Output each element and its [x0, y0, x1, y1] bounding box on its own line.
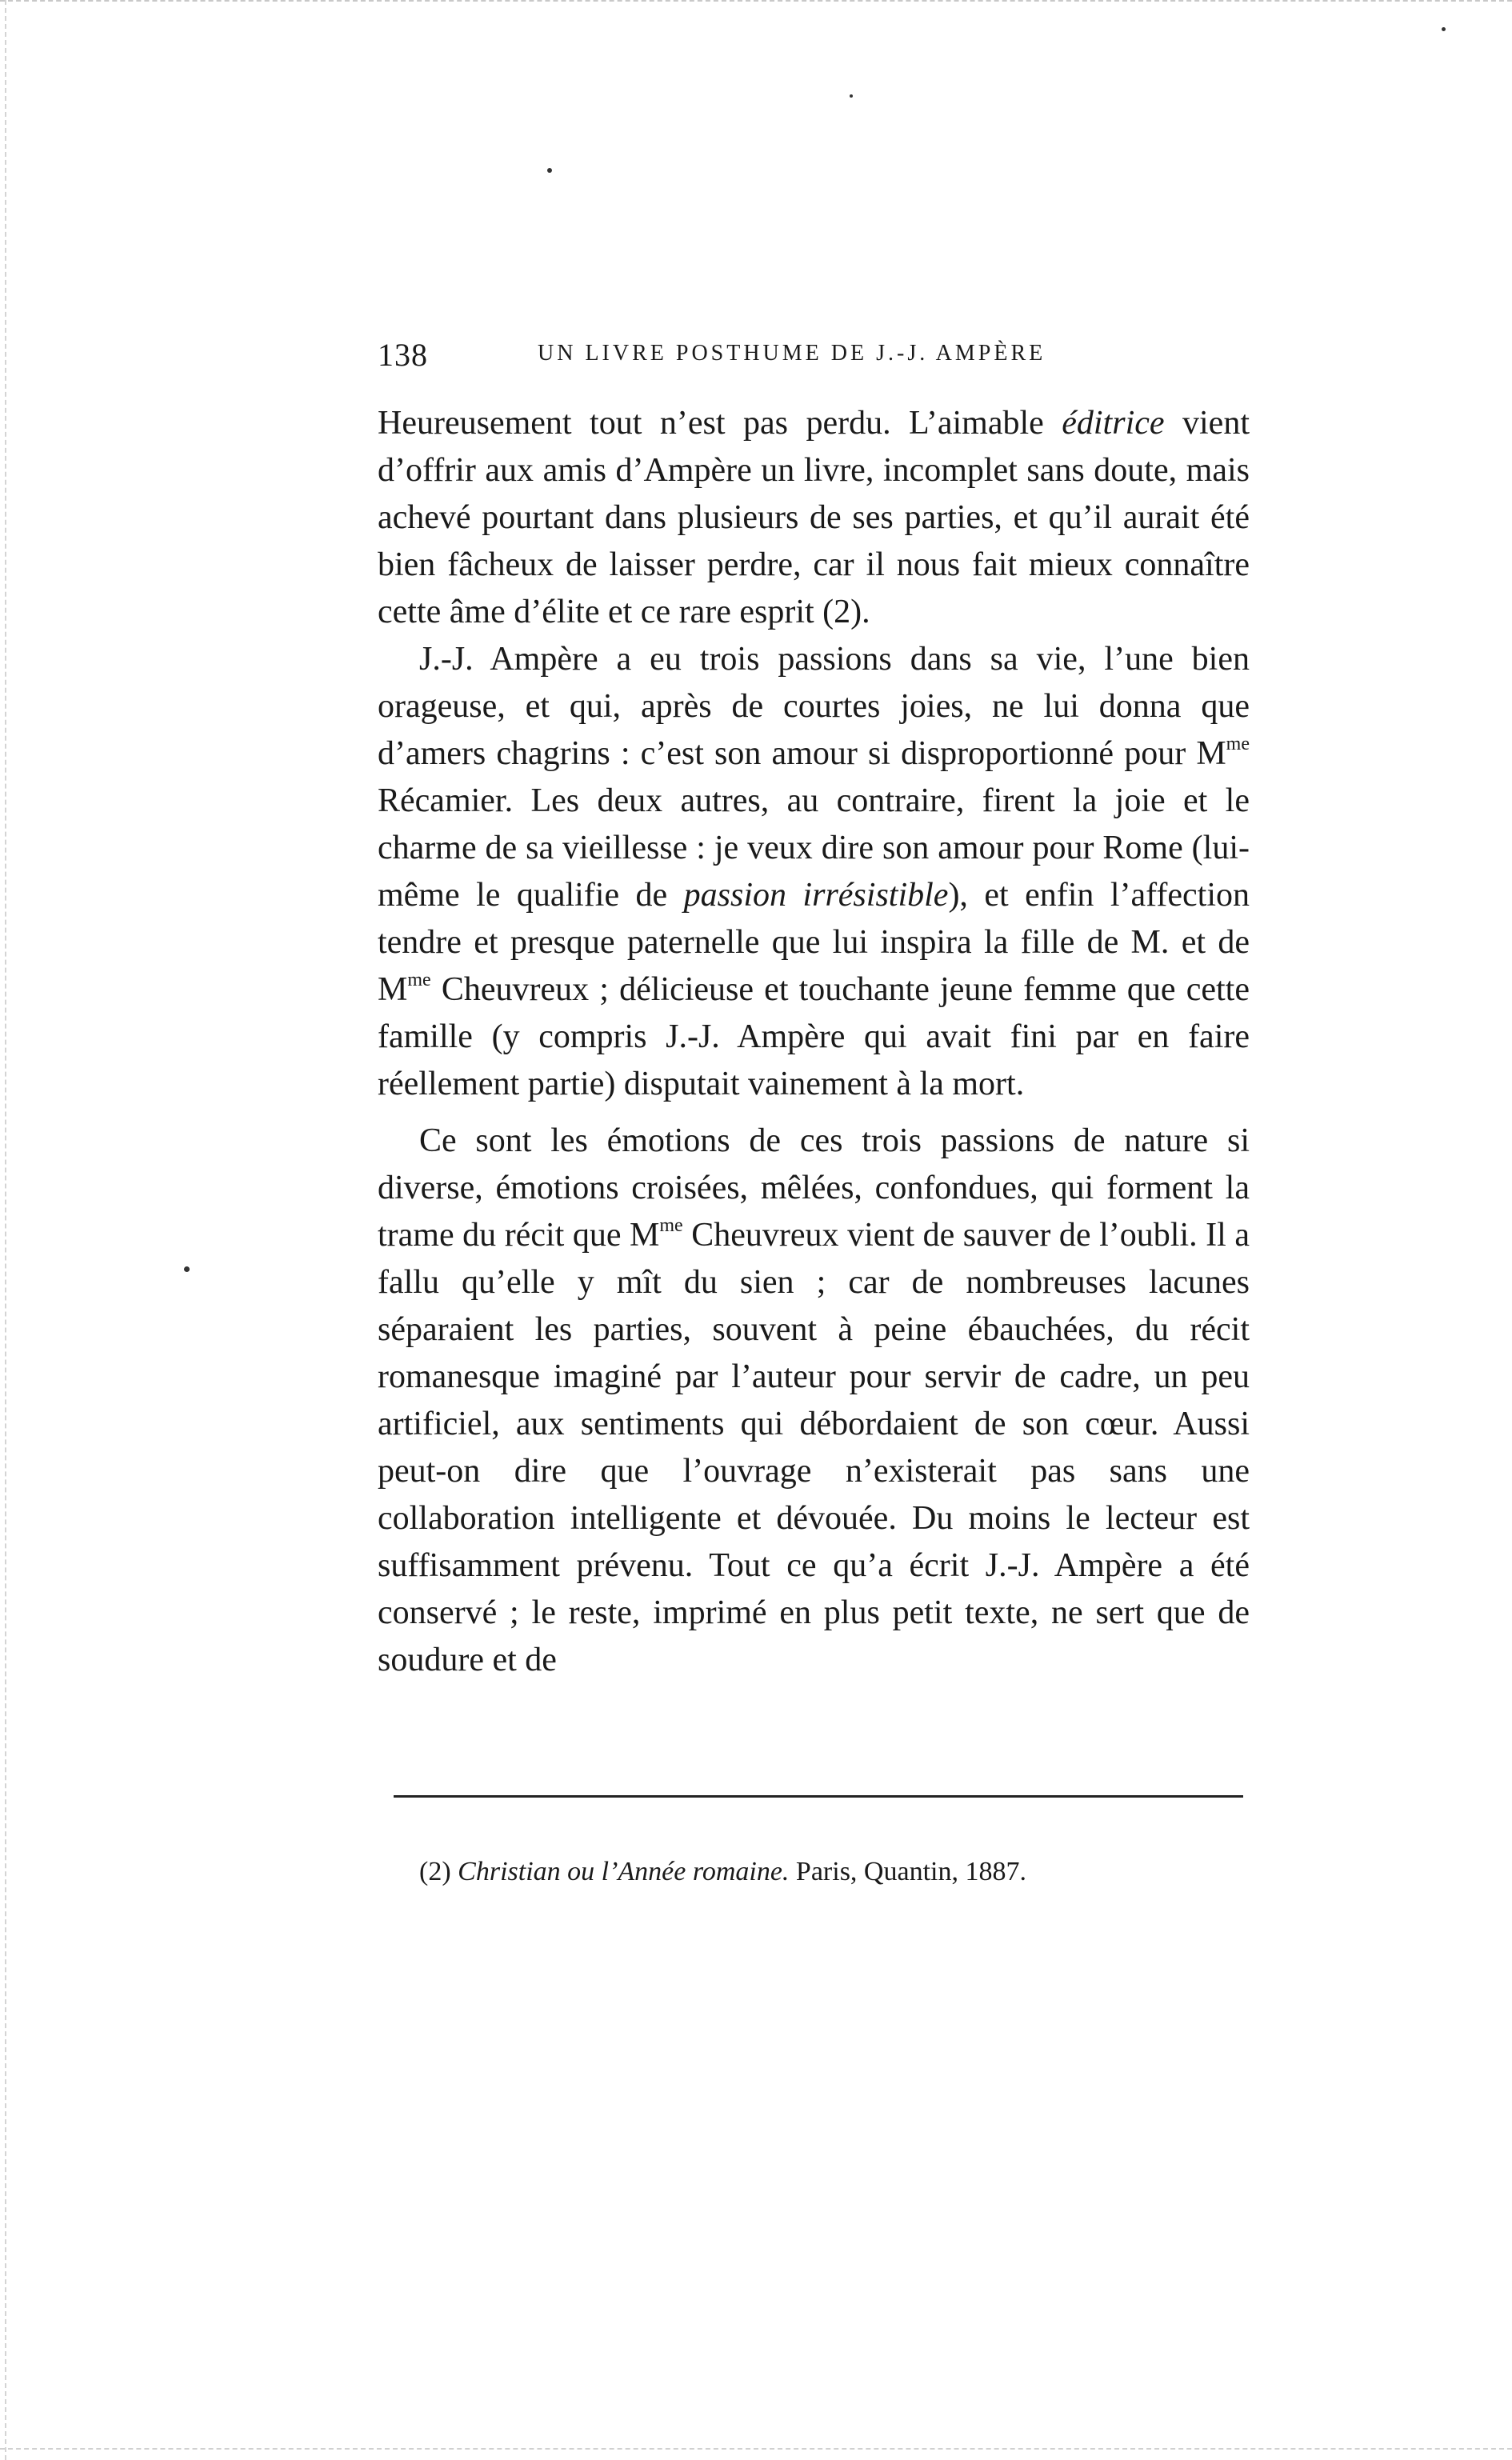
page-header	[378, 336, 1250, 384]
paragraph-2-text-d: ), et enfin l’affection tendre et presque paternelle que lui inspira la fille de M. et de M	[378, 877, 1250, 1008]
paragraph-2-italic: passion irrésistible	[683, 877, 949, 914]
paragraph-2	[378, 636, 1250, 1108]
paragraph-1-text-a: Heureusement tout n’est pas perdu. L’aimable	[378, 405, 1062, 442]
paragraph-1-text-c: vient d’offrir aux amis d’Ampère un livre, incomplet sans doute, mais achevé pourtant dans plusieurs de ses parties, et qu’il aurait été bien fâcheux de laisser perdre, car il nous fait mieux connaître cette âme d’élite et ce rare esprit (2).	[378, 405, 1250, 630]
footnote-separator	[394, 1795, 1243, 1798]
paragraph-3-superscript: me	[659, 1215, 683, 1236]
page-edge-top	[0, 0, 1512, 6]
paragraph-2-text-e: Cheuvreux ; délicieuse et touchante jeune femme que cette famille (y compris J.-J. Ampère qui avait fini par en faire réellement partie) disputait vainement à la mort.	[378, 971, 1250, 1102]
footnote-marker: (2)	[419, 1857, 458, 1886]
scan-left-edge	[5, 0, 8, 2460]
running-title: UN LIVRE POSTHUME DE J.-J. AMPÈRE	[538, 341, 1046, 366]
footnote-title: Christian ou l’Année romaine.	[458, 1857, 790, 1886]
paragraph-3-text-b: Cheuvreux vient de sauver de l’oubli. Il a fallu qu’elle y mît du sien ; car de nombreuses lacunes séparaient les parties, souvent à peine ébauchées, du récit romanesque imaginé par l’auteur pour servir de cadre, un peu artificiel, aux sentiments qui débordaient de son cœur. Aussi peut-on dire que l’ouvrage n’existerait pas sans une collaboration intelligente et dévouée. Du moins le lecteur est suffisamment prévenu. Tout ce qu’a écrit J.-J. Ampère a été conservé ; le reste, imprimé en plus petit texte, ne sert que de soudure et de	[378, 1217, 1250, 1678]
paragraph-3-text-a: Ce sont les émotions de ces trois passions de nature si diverse, émotions croisées, mêlées, confondues, qui forment la trame du récit que M	[378, 1122, 1250, 1254]
body-text	[378, 400, 1250, 1684]
page-edge-bottom	[0, 2448, 1512, 2454]
scan-speck	[547, 168, 552, 173]
paragraph-3	[378, 1118, 1250, 1684]
paragraph-2-superscript-1: me	[1226, 734, 1250, 754]
paragraph-1	[378, 400, 1250, 636]
footnote	[419, 1854, 1243, 1890]
paragraph-2-text-a: J.-J. Ampère a eu trois passions dans sa vie, l’une bien orageuse, et qui, après de courtes joies, ne lui donna que d’amers chagrins : c’est son amour si disproportionné pour M	[378, 641, 1250, 772]
footnote-rest: Paris, Quantin, 1887.	[789, 1857, 1026, 1886]
paragraph-1-italic: éditrice	[1062, 405, 1165, 442]
scan-speck	[1442, 27, 1446, 31]
scan-speck	[184, 1266, 190, 1272]
page-number: 138	[378, 337, 428, 373]
scan-speck	[850, 94, 853, 98]
paragraph-2-text-b: Récamier. Les deux autres, au contraire, firent la joie et le charme de sa vieillesse : je veux dire son amour pour Rome (lui-même le qualifie de	[378, 782, 1250, 914]
paragraph-2-superscript-2: me	[407, 970, 431, 990]
